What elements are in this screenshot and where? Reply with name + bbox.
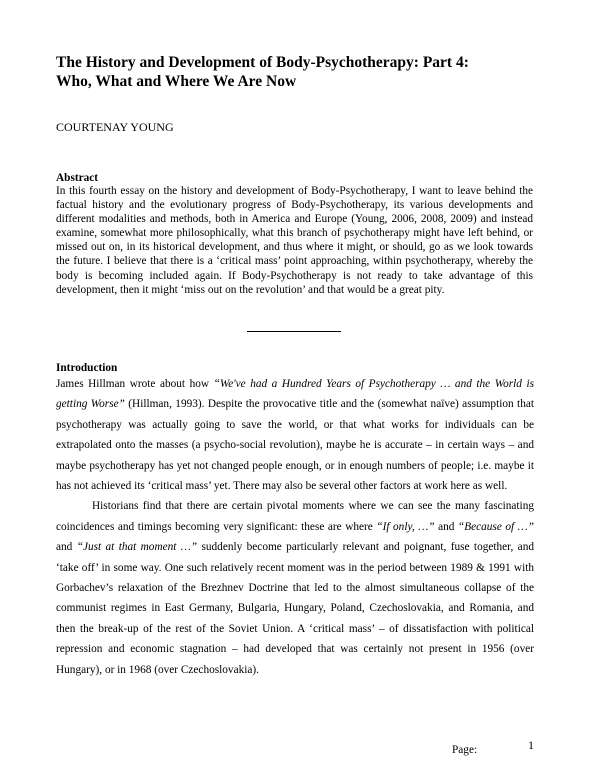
paragraph-1-text-b: (Hillman, 1993). Despite the provocative title and the (somewhat naïve) assumption that psychotherapy was actually going to save the world, or that what works for individuals can be extrapolated onto the masses (a psycho-social revolution), maybe he is accurate – in certain ways – and maybe psychotherapy has yet not changed people enough, or in enough numbers of people; i.e. maybe it has not achieved its ‘critical mass’ yet. There may also be several other factors at work here as well. [56, 398, 534, 493]
paragraph-2-text-d: suddenly become particularly relevant and poignant, fuse together, and ‘take off’ in some way. One such relatively recent moment was in the period between 1989 & 1991 with Gorbachev’s relaxation of the Brezhnev Doctrine that led to the almost simultaneous collapse of the communist regimes in East Germany, Bulgaria, Hungary, Poland, Czechoslovakia, and Romania, and then the break-up of the rest of the Soviet Union. A ‘critical mass’ – of dissatisfaction with political repression and economic stagnation – had developed that was certainly not present in 1956 (over Hungary), or in 1968 (over Czechoslovakia). [56, 541, 534, 676]
abstract-heading: Abstract [56, 172, 99, 184]
abstract-text: In this fourth essay on the history and development of Body-Psychotherapy, I want to leave behind the factual history and the evolutionary progress of Body-Psychotherapy, its various developments and different modalities and methods, both in America and Europe (Young, 2006, 2008, 2009) and instead examine, somewhat more philosophically, what this branch of psychotherapy might have left behind, or missed out on, in its historical development, and thus where it might, or should, go as we look towards the future. I believe that there is a ‘critical mass’ point approaching, within psychotherapy, whereby the body is becoming included again. If Body-Psychotherapy is not ready to take advantage of this development, then it might ‘miss out on the revolution’ and that would be a great pity. [56, 185, 533, 296]
paragraph-2-text-a: Historians find that there are certain pivotal moments where we can see the many fascinating coincidences and timings becoming very significant: these are where [56, 500, 534, 533]
paragraph-1-text-a: James Hillman wrote about how [56, 378, 214, 390]
section-divider [247, 331, 341, 332]
document-title [56, 53, 556, 91]
paragraph-2 [56, 496, 534, 680]
paragraph-2-quote-2: “Because of …” [457, 520, 535, 533]
introduction-heading: Introduction [56, 362, 118, 374]
author-name: COURTENAY YOUNG [56, 120, 174, 134]
paragraph-2-text-c: and [56, 541, 77, 554]
paragraph-2-quote-3: “Just at that moment …” [76, 541, 198, 554]
paragraph-2-quote-1: “If only, …” [376, 520, 435, 533]
paragraph-2-text-b: and [434, 520, 458, 533]
page-number: 1 [528, 738, 534, 752]
introduction-body [56, 374, 534, 680]
title-line-1: The History and Development of Body-Psychotherapy: Part 4: [56, 54, 469, 71]
paragraph-1 [56, 374, 534, 496]
page-label: Page: [452, 744, 478, 756]
title-line-2: Who, What and Where We Are Now [56, 73, 297, 90]
paragraph-1-quote: “We've had a Hundred Years of Psychotherapy … and the World is getting Worse” [56, 378, 534, 411]
